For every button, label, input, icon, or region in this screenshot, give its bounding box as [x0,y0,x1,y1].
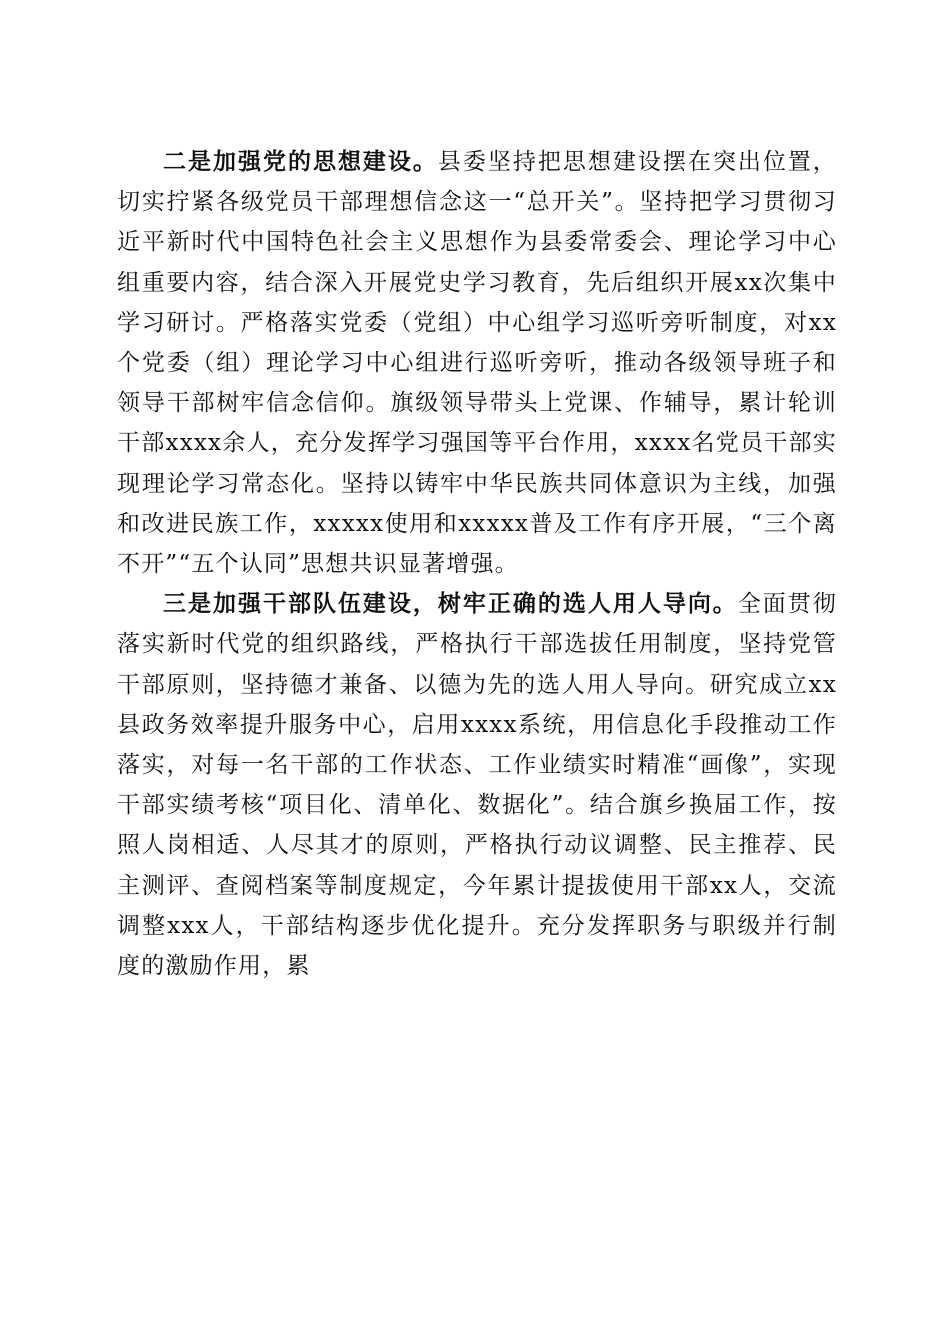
paragraph-heading: 三是加强干部队伍建设，树牢正确的选人用人导向。 [163,590,738,618]
paragraph-heading: 二是加强党的思想建设。 [163,148,438,175]
paragraph-text: 全面贯彻落实新时代党的组织路线，严格执行干部选拔任用制度，坚持党管干部原则，坚持德才兼备、以德为先的选人用人导向。研究成立xx县政务效率提升服务中心，启用xxxx系统，用信息化手段推动工作落实，对每一名干部的工作状态、工作业绩实时精准“画像”，实现干部实绩考核“项目化、清单化、数据化”。结合旗乡换届工作，按照人岗相适、人尽其才的原则，严格执行动议调整、民主推荐、民主测评、查阅档案等制度规定，今年累计提拔使用干部xx人，交流调整xxx人，干部结构逐步优化提升。充分发挥职务与职级并行制度的激励作用，累 [117,591,837,980]
paragraph-text: 县委坚持把思想建设摆在突出位置，切实拧紧各级党员干部理想信念这一“总开关”。坚持把学习贯彻习近平新时代中国特色社会主义思想作为县委常委会、理论学习中心组重要内容，结合深入开展党史学习教育，先后组织开展xx次集中学习研讨。严格落实党委（党组）中心组学习巡听旁听制度，对xx个党委（组）理论学习中心组进行巡听旁听，推动各级领导班子和领导干部树牢信念信仰。旗级领导带头上党课、作辅导，累计轮训干部xxxx余人，充分发挥学习强国等平台作用，xxxx名党员干部实现理论学习常态化。坚持以铸牢中华民族共同体意识为主线，加强和改进民族工作，xxxxx使用和xxxxx普及工作有序开展，“三个离不开”“五个认同”思想共识显著增强。 [117,149,838,578]
paragraph-ideological-building [117,142,837,584]
paragraph-cadre-building [117,584,837,986]
document-body [117,142,837,986]
